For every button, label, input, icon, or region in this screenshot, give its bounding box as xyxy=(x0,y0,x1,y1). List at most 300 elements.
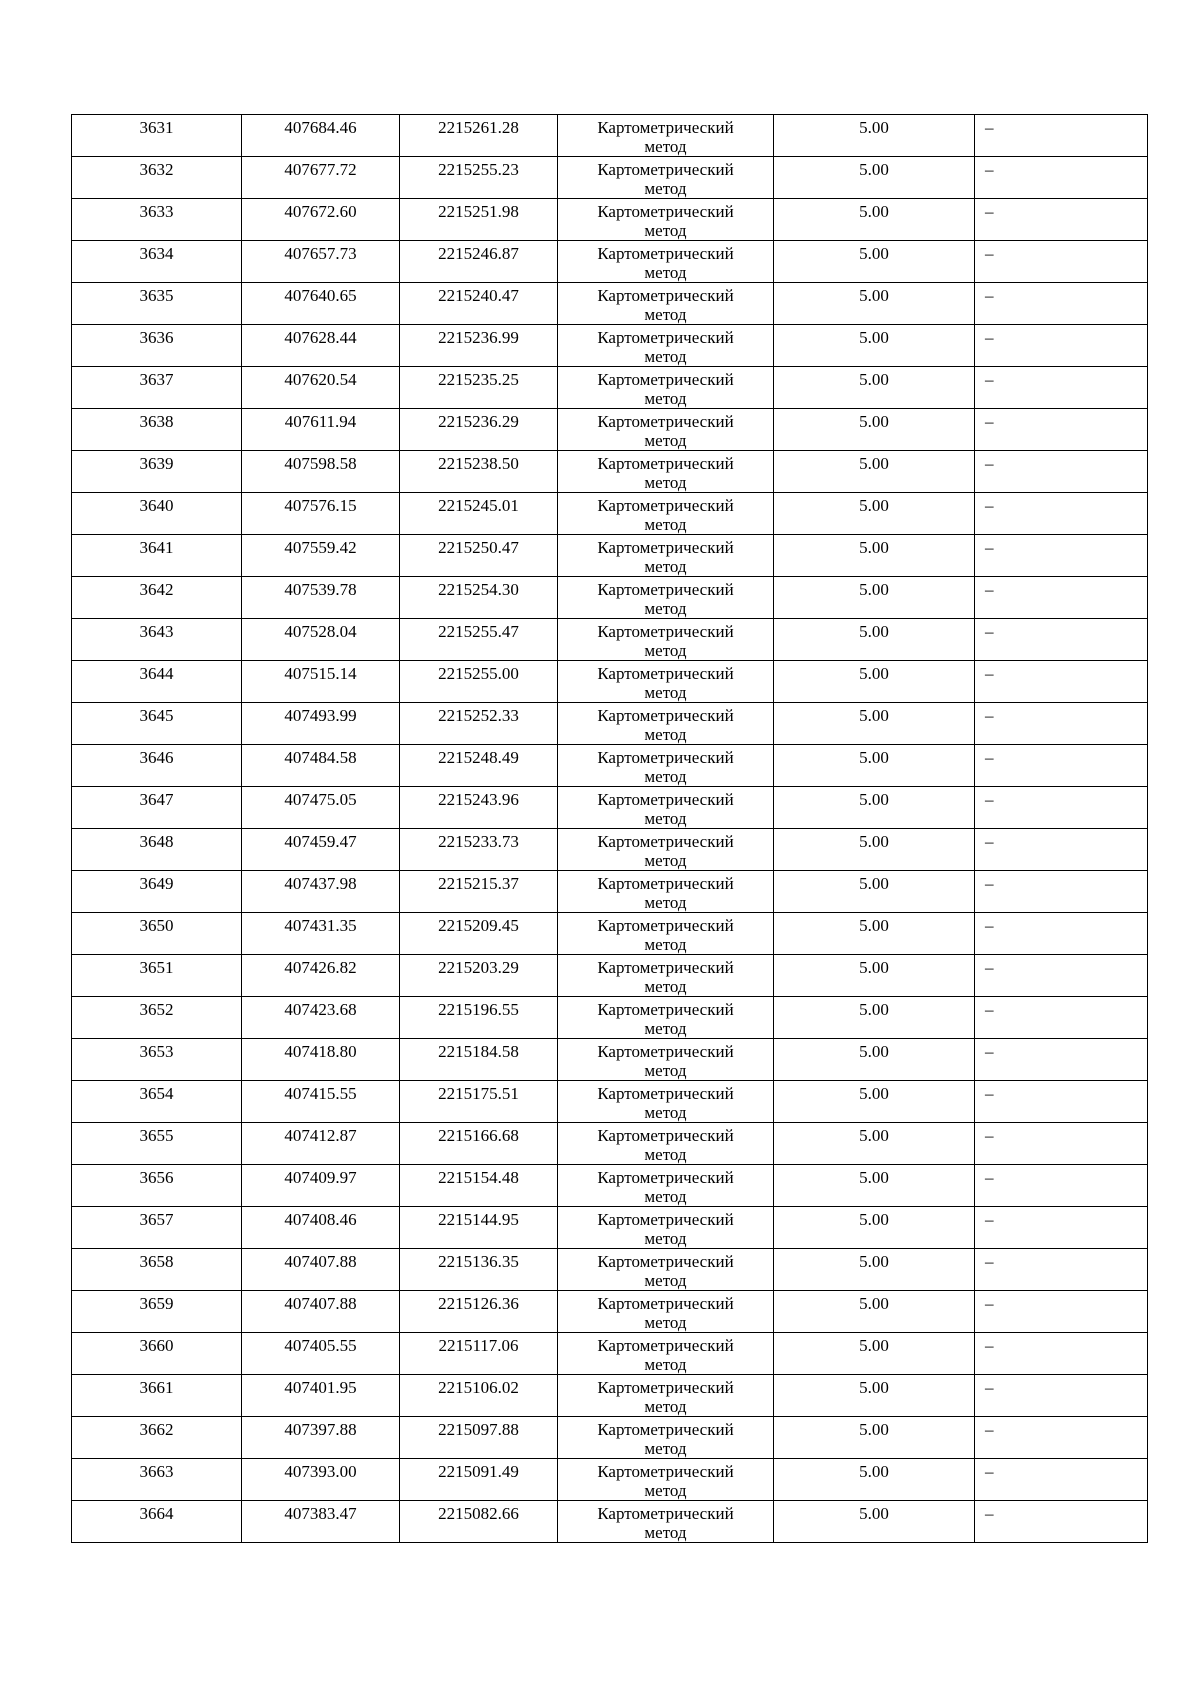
precision-cell: 5.00 xyxy=(774,1165,975,1207)
precision-cell: 5.00 xyxy=(774,619,975,661)
point-number-cell: 3638 xyxy=(72,409,242,451)
precision-cell: 5.00 xyxy=(774,1123,975,1165)
x-coordinate-cell: 407628.44 xyxy=(242,325,400,367)
method-line-1: Картометрический xyxy=(597,538,734,557)
precision-cell: 5.00 xyxy=(774,115,975,157)
method-cell xyxy=(558,199,774,241)
y-coordinate-cell: 2215236.99 xyxy=(400,325,558,367)
precision-cell: 5.00 xyxy=(774,283,975,325)
y-coordinate-cell: 2215203.29 xyxy=(400,955,558,997)
note-cell: – xyxy=(975,703,1148,745)
method-cell xyxy=(558,829,774,871)
method-line-1: Картометрический xyxy=(597,1378,734,1397)
y-coordinate-cell: 2215261.28 xyxy=(400,115,558,157)
method-line-2: метод xyxy=(644,599,687,618)
method-line-1: Картометрический xyxy=(597,160,734,179)
point-number-cell: 3660 xyxy=(72,1333,242,1375)
method-line-1: Картометрический xyxy=(597,790,734,809)
y-coordinate-cell: 2215175.51 xyxy=(400,1081,558,1123)
method-line-1: Картометрический xyxy=(597,454,734,473)
method-line-2: метод xyxy=(644,977,687,996)
table-row xyxy=(72,913,1148,955)
note-cell: – xyxy=(975,1249,1148,1291)
note-cell: – xyxy=(975,619,1148,661)
y-coordinate-cell: 2215235.25 xyxy=(400,367,558,409)
method-line-1: Картометрический xyxy=(597,202,734,221)
x-coordinate-cell: 407407.88 xyxy=(242,1249,400,1291)
table-row xyxy=(72,409,1148,451)
precision-cell: 5.00 xyxy=(774,577,975,619)
point-number-cell: 3634 xyxy=(72,241,242,283)
method-cell xyxy=(558,1417,774,1459)
x-coordinate-cell: 407559.42 xyxy=(242,535,400,577)
point-number-cell: 3643 xyxy=(72,619,242,661)
y-coordinate-cell: 2215196.55 xyxy=(400,997,558,1039)
y-coordinate-cell: 2215184.58 xyxy=(400,1039,558,1081)
method-line-2: метод xyxy=(644,263,687,282)
method-line-2: метод xyxy=(644,641,687,660)
note-cell: – xyxy=(975,955,1148,997)
table-row xyxy=(72,1249,1148,1291)
x-coordinate-cell: 407459.47 xyxy=(242,829,400,871)
table-row xyxy=(72,871,1148,913)
x-coordinate-cell: 407393.00 xyxy=(242,1459,400,1501)
note-cell: – xyxy=(975,745,1148,787)
precision-cell: 5.00 xyxy=(774,871,975,913)
method-line-1: Картометрический xyxy=(597,580,734,599)
method-line-2: метод xyxy=(644,725,687,744)
table-row xyxy=(72,577,1148,619)
note-cell: – xyxy=(975,913,1148,955)
table-row xyxy=(72,283,1148,325)
note-cell: – xyxy=(975,535,1148,577)
table-row xyxy=(72,199,1148,241)
point-number-cell: 3662 xyxy=(72,1417,242,1459)
method-line-2: метод xyxy=(644,137,687,156)
table-row xyxy=(72,787,1148,829)
table-row xyxy=(72,1291,1148,1333)
y-coordinate-cell: 2215252.33 xyxy=(400,703,558,745)
precision-cell: 5.00 xyxy=(774,703,975,745)
method-line-2: метод xyxy=(644,1481,687,1500)
method-line-1: Картометрический xyxy=(597,1000,734,1019)
note-cell: – xyxy=(975,997,1148,1039)
precision-cell: 5.00 xyxy=(774,1459,975,1501)
method-cell xyxy=(558,577,774,619)
method-line-1: Картометрический xyxy=(597,1504,734,1523)
coordinates-table xyxy=(71,114,1148,1543)
x-coordinate-cell: 407405.55 xyxy=(242,1333,400,1375)
table-row xyxy=(72,535,1148,577)
method-line-1: Картометрический xyxy=(597,370,734,389)
x-coordinate-cell: 407598.58 xyxy=(242,451,400,493)
x-coordinate-cell: 407426.82 xyxy=(242,955,400,997)
method-line-2: метод xyxy=(644,1313,687,1332)
note-cell: – xyxy=(975,115,1148,157)
note-cell: – xyxy=(975,283,1148,325)
method-line-2: метод xyxy=(644,1061,687,1080)
point-number-cell: 3661 xyxy=(72,1375,242,1417)
point-number-cell: 3633 xyxy=(72,199,242,241)
x-coordinate-cell: 407484.58 xyxy=(242,745,400,787)
table-row xyxy=(72,241,1148,283)
point-number-cell: 3655 xyxy=(72,1123,242,1165)
y-coordinate-cell: 2215254.30 xyxy=(400,577,558,619)
method-cell xyxy=(558,157,774,199)
point-number-cell: 3658 xyxy=(72,1249,242,1291)
x-coordinate-cell: 407672.60 xyxy=(242,199,400,241)
x-coordinate-cell: 407407.88 xyxy=(242,1291,400,1333)
table-row xyxy=(72,325,1148,367)
method-cell xyxy=(558,115,774,157)
method-line-1: Картометрический xyxy=(597,1462,734,1481)
method-line-1: Картометрический xyxy=(597,1084,734,1103)
method-line-2: метод xyxy=(644,1523,687,1542)
note-cell: – xyxy=(975,1039,1148,1081)
table-row xyxy=(72,115,1148,157)
x-coordinate-cell: 407397.88 xyxy=(242,1417,400,1459)
method-line-2: метод xyxy=(644,1229,687,1248)
method-line-1: Картометрический xyxy=(597,1042,734,1061)
precision-cell: 5.00 xyxy=(774,955,975,997)
point-number-cell: 3659 xyxy=(72,1291,242,1333)
method-line-2: метод xyxy=(644,221,687,240)
method-cell xyxy=(558,913,774,955)
method-line-2: метод xyxy=(644,347,687,366)
y-coordinate-cell: 2215209.45 xyxy=(400,913,558,955)
x-coordinate-cell: 407611.94 xyxy=(242,409,400,451)
y-coordinate-cell: 2215154.48 xyxy=(400,1165,558,1207)
method-line-2: метод xyxy=(644,851,687,870)
point-number-cell: 3645 xyxy=(72,703,242,745)
method-line-2: метод xyxy=(644,1019,687,1038)
y-coordinate-cell: 2215106.02 xyxy=(400,1375,558,1417)
method-line-1: Картометрический xyxy=(597,286,734,305)
note-cell: – xyxy=(975,1207,1148,1249)
method-cell xyxy=(558,367,774,409)
x-coordinate-cell: 407418.80 xyxy=(242,1039,400,1081)
note-cell: – xyxy=(975,241,1148,283)
precision-cell: 5.00 xyxy=(774,1249,975,1291)
x-coordinate-cell: 407423.68 xyxy=(242,997,400,1039)
method-line-1: Картометрический xyxy=(597,748,734,767)
y-coordinate-cell: 2215250.47 xyxy=(400,535,558,577)
point-number-cell: 3648 xyxy=(72,829,242,871)
method-line-1: Картометрический xyxy=(597,496,734,515)
method-line-2: метод xyxy=(644,1145,687,1164)
method-cell xyxy=(558,997,774,1039)
precision-cell: 5.00 xyxy=(774,535,975,577)
method-line-2: метод xyxy=(644,1397,687,1416)
note-cell: – xyxy=(975,829,1148,871)
precision-cell: 5.00 xyxy=(774,661,975,703)
point-number-cell: 3641 xyxy=(72,535,242,577)
note-cell: – xyxy=(975,157,1148,199)
x-coordinate-cell: 407415.55 xyxy=(242,1081,400,1123)
note-cell: – xyxy=(975,493,1148,535)
precision-cell: 5.00 xyxy=(774,829,975,871)
y-coordinate-cell: 2215082.66 xyxy=(400,1501,558,1543)
precision-cell: 5.00 xyxy=(774,451,975,493)
table-row xyxy=(72,1207,1148,1249)
method-cell xyxy=(558,1375,774,1417)
y-coordinate-cell: 2215248.49 xyxy=(400,745,558,787)
method-line-1: Картометрический xyxy=(597,622,734,641)
y-coordinate-cell: 2215255.23 xyxy=(400,157,558,199)
note-cell: – xyxy=(975,1333,1148,1375)
note-cell: – xyxy=(975,325,1148,367)
x-coordinate-cell: 407383.47 xyxy=(242,1501,400,1543)
y-coordinate-cell: 2215117.06 xyxy=(400,1333,558,1375)
point-number-cell: 3644 xyxy=(72,661,242,703)
y-coordinate-cell: 2215091.49 xyxy=(400,1459,558,1501)
x-coordinate-cell: 407657.73 xyxy=(242,241,400,283)
method-cell xyxy=(558,703,774,745)
point-number-cell: 3652 xyxy=(72,997,242,1039)
method-cell xyxy=(558,1291,774,1333)
x-coordinate-cell: 407515.14 xyxy=(242,661,400,703)
method-line-1: Картометрический xyxy=(597,916,734,935)
note-cell: – xyxy=(975,1417,1148,1459)
method-line-2: метод xyxy=(644,767,687,786)
table-row xyxy=(72,619,1148,661)
y-coordinate-cell: 2215136.35 xyxy=(400,1249,558,1291)
precision-cell: 5.00 xyxy=(774,745,975,787)
point-number-cell: 3649 xyxy=(72,871,242,913)
table-row xyxy=(72,1039,1148,1081)
note-cell: – xyxy=(975,1291,1148,1333)
x-coordinate-cell: 407493.99 xyxy=(242,703,400,745)
table-row xyxy=(72,493,1148,535)
table-row xyxy=(72,1333,1148,1375)
precision-cell: 5.00 xyxy=(774,1081,975,1123)
table-row xyxy=(72,367,1148,409)
method-cell xyxy=(558,745,774,787)
table-row xyxy=(72,1417,1148,1459)
precision-cell: 5.00 xyxy=(774,1417,975,1459)
x-coordinate-cell: 407401.95 xyxy=(242,1375,400,1417)
note-cell: – xyxy=(975,199,1148,241)
method-line-2: метод xyxy=(644,305,687,324)
point-number-cell: 3656 xyxy=(72,1165,242,1207)
table-row xyxy=(72,157,1148,199)
precision-cell: 5.00 xyxy=(774,241,975,283)
method-line-1: Картометрический xyxy=(597,328,734,347)
note-cell: – xyxy=(975,1081,1148,1123)
point-number-cell: 3650 xyxy=(72,913,242,955)
method-cell xyxy=(558,409,774,451)
point-number-cell: 3637 xyxy=(72,367,242,409)
method-cell xyxy=(558,661,774,703)
y-coordinate-cell: 2215215.37 xyxy=(400,871,558,913)
precision-cell: 5.00 xyxy=(774,199,975,241)
table-row xyxy=(72,829,1148,871)
method-cell xyxy=(558,493,774,535)
precision-cell: 5.00 xyxy=(774,1501,975,1543)
x-coordinate-cell: 407412.87 xyxy=(242,1123,400,1165)
method-cell xyxy=(558,1501,774,1543)
table-row xyxy=(72,1375,1148,1417)
y-coordinate-cell: 2215251.98 xyxy=(400,199,558,241)
table-row xyxy=(72,997,1148,1039)
method-cell xyxy=(558,1123,774,1165)
method-line-1: Картометрический xyxy=(597,1168,734,1187)
y-coordinate-cell: 2215243.96 xyxy=(400,787,558,829)
method-line-2: метод xyxy=(644,473,687,492)
table-row xyxy=(72,1459,1148,1501)
method-line-1: Картометрический xyxy=(597,832,734,851)
note-cell: – xyxy=(975,787,1148,829)
precision-cell: 5.00 xyxy=(774,1333,975,1375)
note-cell: – xyxy=(975,409,1148,451)
point-number-cell: 3635 xyxy=(72,283,242,325)
y-coordinate-cell: 2215097.88 xyxy=(400,1417,558,1459)
y-coordinate-cell: 2215245.01 xyxy=(400,493,558,535)
method-line-2: метод xyxy=(644,515,687,534)
method-line-1: Картометрический xyxy=(597,118,734,137)
point-number-cell: 3654 xyxy=(72,1081,242,1123)
method-cell xyxy=(558,283,774,325)
table-row xyxy=(72,703,1148,745)
method-line-1: Картометрический xyxy=(597,1126,734,1145)
y-coordinate-cell: 2215144.95 xyxy=(400,1207,558,1249)
method-cell xyxy=(558,1333,774,1375)
table-row xyxy=(72,661,1148,703)
table-body xyxy=(72,115,1148,1543)
y-coordinate-cell: 2215126.36 xyxy=(400,1291,558,1333)
point-number-cell: 3664 xyxy=(72,1501,242,1543)
method-line-2: метод xyxy=(644,809,687,828)
method-cell xyxy=(558,1081,774,1123)
method-line-1: Картометрический xyxy=(597,664,734,683)
point-number-cell: 3636 xyxy=(72,325,242,367)
x-coordinate-cell: 407437.98 xyxy=(242,871,400,913)
y-coordinate-cell: 2215255.47 xyxy=(400,619,558,661)
x-coordinate-cell: 407528.04 xyxy=(242,619,400,661)
precision-cell: 5.00 xyxy=(774,493,975,535)
y-coordinate-cell: 2215240.47 xyxy=(400,283,558,325)
table-row xyxy=(72,1165,1148,1207)
precision-cell: 5.00 xyxy=(774,1039,975,1081)
precision-cell: 5.00 xyxy=(774,913,975,955)
point-number-cell: 3646 xyxy=(72,745,242,787)
method-line-2: метод xyxy=(644,1187,687,1206)
y-coordinate-cell: 2215238.50 xyxy=(400,451,558,493)
method-line-2: метод xyxy=(644,1271,687,1290)
point-number-cell: 3647 xyxy=(72,787,242,829)
precision-cell: 5.00 xyxy=(774,1291,975,1333)
x-coordinate-cell: 407677.72 xyxy=(242,157,400,199)
method-line-2: метод xyxy=(644,1103,687,1122)
x-coordinate-cell: 407684.46 xyxy=(242,115,400,157)
x-coordinate-cell: 407409.97 xyxy=(242,1165,400,1207)
table-row xyxy=(72,955,1148,997)
method-line-1: Картометрический xyxy=(597,958,734,977)
table-row xyxy=(72,1081,1148,1123)
point-number-cell: 3657 xyxy=(72,1207,242,1249)
method-line-1: Картометрический xyxy=(597,244,734,263)
note-cell: – xyxy=(975,367,1148,409)
x-coordinate-cell: 407475.05 xyxy=(242,787,400,829)
note-cell: – xyxy=(975,1123,1148,1165)
method-line-1: Картометрический xyxy=(597,1294,734,1313)
method-line-2: метод xyxy=(644,893,687,912)
method-cell xyxy=(558,535,774,577)
point-number-cell: 3639 xyxy=(72,451,242,493)
point-number-cell: 3642 xyxy=(72,577,242,619)
point-number-cell: 3632 xyxy=(72,157,242,199)
method-cell xyxy=(558,451,774,493)
method-line-1: Картометрический xyxy=(597,1336,734,1355)
note-cell: – xyxy=(975,1165,1148,1207)
x-coordinate-cell: 407576.15 xyxy=(242,493,400,535)
y-coordinate-cell: 2215166.68 xyxy=(400,1123,558,1165)
note-cell: – xyxy=(975,451,1148,493)
method-cell xyxy=(558,955,774,997)
precision-cell: 5.00 xyxy=(774,367,975,409)
precision-cell: 5.00 xyxy=(774,997,975,1039)
method-cell xyxy=(558,325,774,367)
method-cell xyxy=(558,1165,774,1207)
method-line-1: Картометрический xyxy=(597,1252,734,1271)
precision-cell: 5.00 xyxy=(774,1207,975,1249)
x-coordinate-cell: 407620.54 xyxy=(242,367,400,409)
y-coordinate-cell: 2215236.29 xyxy=(400,409,558,451)
method-line-1: Картометрический xyxy=(597,706,734,725)
method-line-1: Картометрический xyxy=(597,1210,734,1229)
point-number-cell: 3631 xyxy=(72,115,242,157)
y-coordinate-cell: 2215233.73 xyxy=(400,829,558,871)
method-cell xyxy=(558,1207,774,1249)
method-line-2: метод xyxy=(644,1355,687,1374)
method-line-2: метод xyxy=(644,431,687,450)
point-number-cell: 3640 xyxy=(72,493,242,535)
method-line-2: метод xyxy=(644,557,687,576)
table-row xyxy=(72,745,1148,787)
precision-cell: 5.00 xyxy=(774,1375,975,1417)
x-coordinate-cell: 407408.46 xyxy=(242,1207,400,1249)
note-cell: – xyxy=(975,661,1148,703)
point-number-cell: 3663 xyxy=(72,1459,242,1501)
method-line-1: Картометрический xyxy=(597,874,734,893)
precision-cell: 5.00 xyxy=(774,787,975,829)
method-line-2: метод xyxy=(644,1439,687,1458)
method-cell xyxy=(558,241,774,283)
y-coordinate-cell: 2215246.87 xyxy=(400,241,558,283)
precision-cell: 5.00 xyxy=(774,409,975,451)
table-row xyxy=(72,1123,1148,1165)
point-number-cell: 3651 xyxy=(72,955,242,997)
method-cell xyxy=(558,871,774,913)
note-cell: – xyxy=(975,871,1148,913)
method-cell xyxy=(558,1039,774,1081)
precision-cell: 5.00 xyxy=(774,325,975,367)
x-coordinate-cell: 407539.78 xyxy=(242,577,400,619)
y-coordinate-cell: 2215255.00 xyxy=(400,661,558,703)
note-cell: – xyxy=(975,577,1148,619)
method-line-2: метод xyxy=(644,935,687,954)
precision-cell: 5.00 xyxy=(774,157,975,199)
method-line-2: метод xyxy=(644,389,687,408)
method-cell xyxy=(558,1249,774,1291)
note-cell: – xyxy=(975,1459,1148,1501)
method-line-1: Картометрический xyxy=(597,1420,734,1439)
method-cell xyxy=(558,619,774,661)
x-coordinate-cell: 407640.65 xyxy=(242,283,400,325)
method-cell xyxy=(558,787,774,829)
point-number-cell: 3653 xyxy=(72,1039,242,1081)
method-line-1: Картометрический xyxy=(597,412,734,431)
